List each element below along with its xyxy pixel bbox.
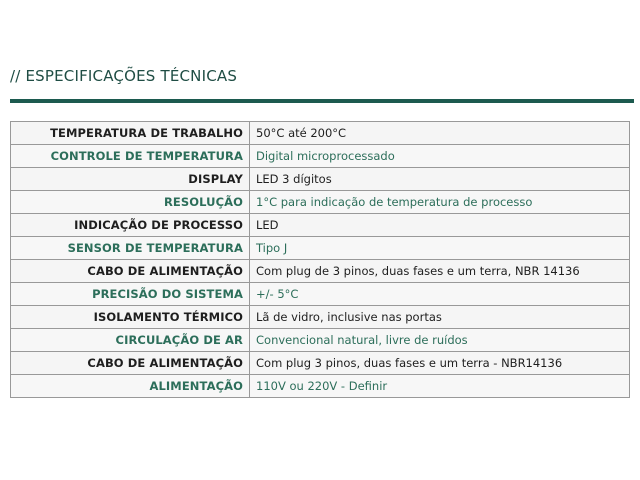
table-row [11, 168, 630, 191]
spec-value: Com plug 3 pinos, duas fases e um terra - NBR14136 [250, 352, 630, 375]
spec-value: Digital microprocessado [250, 145, 630, 168]
table-row [11, 329, 630, 352]
table-row [11, 352, 630, 375]
spec-value: 110V ou 220V - Definir [250, 375, 630, 398]
specifications-table [10, 121, 630, 398]
spec-label: DISPLAY [11, 168, 250, 191]
spec-label: CABO DE ALIMENTAÇÃO [11, 260, 250, 283]
spec-value: +/- 5°C [250, 283, 630, 306]
spec-value: LED [250, 214, 630, 237]
spec-label: INDICAÇÃO DE PROCESSO [11, 214, 250, 237]
spec-label: PRECISÃO DO SISTEMA [11, 283, 250, 306]
spec-label: CIRCULAÇÃO DE AR [11, 329, 250, 352]
spec-value: Convencional natural, livre de ruídos [250, 329, 630, 352]
spec-value: LED 3 dígitos [250, 168, 630, 191]
section-title: // ESPECIFICAÇÕES TÉCNICAS [10, 67, 238, 85]
spec-label: CABO DE ALIMENTAÇÃO [11, 352, 250, 375]
title-divider [10, 99, 634, 103]
table-row [11, 122, 630, 145]
table-row [11, 306, 630, 329]
spec-label: TEMPERATURA DE TRABALHO [11, 122, 250, 145]
spec-value: Com plug de 3 pinos, duas fases e um terra, NBR 14136 [250, 260, 630, 283]
table-row [11, 260, 630, 283]
table-row [11, 214, 630, 237]
spec-label: RESOLUÇÃO [11, 191, 250, 214]
spec-label: SENSOR DE TEMPERATURA [11, 237, 250, 260]
spec-label: ISOLAMENTO TÉRMICO [11, 306, 250, 329]
table-row [11, 145, 630, 168]
table-row [11, 237, 630, 260]
spec-label: CONTROLE DE TEMPERATURA [11, 145, 250, 168]
spec-value: Tipo J [250, 237, 630, 260]
table-row [11, 191, 630, 214]
table-row [11, 375, 630, 398]
spec-value: 50°C até 200°C [250, 122, 630, 145]
table-row [11, 283, 630, 306]
spec-value: Lã de vidro, inclusive nas portas [250, 306, 630, 329]
spec-value: 1°C para indicação de temperatura de processo [250, 191, 630, 214]
spec-label: ALIMENTAÇÃO [11, 375, 250, 398]
